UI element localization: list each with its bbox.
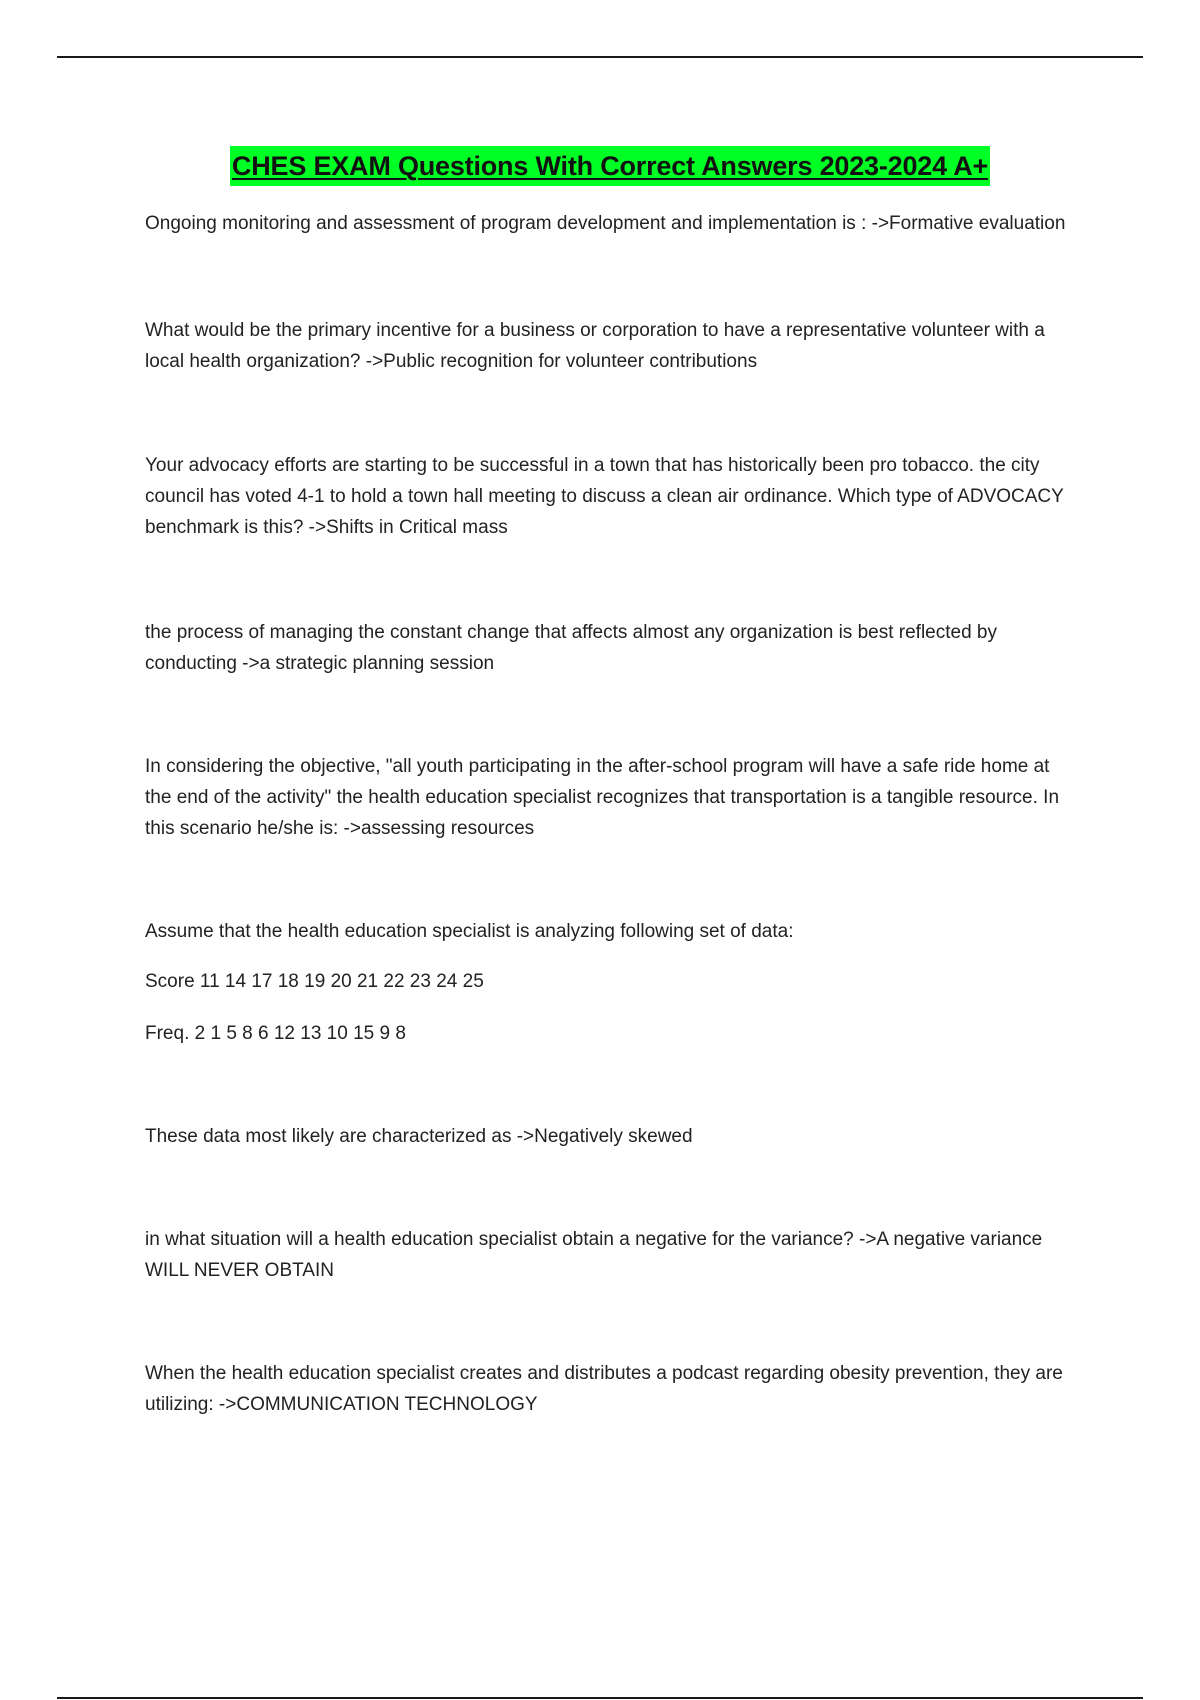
data-score-row: Score 11 14 17 18 19 20 21 22 23 24 25	[145, 971, 484, 992]
question-assessing-resources: In considering the objective, "all youth participating in the after-school program will have a safe ride home at the end of the activity" the health education specialist recognizes that transportation is a tangible resource. In this scenario he/she is: ->assessing resources	[145, 756, 1060, 839]
header-rule	[57, 56, 1143, 58]
question-skewness: These data most likely are characterized as ->Negatively skewed	[145, 1126, 693, 1147]
question-formative-evaluation: Ongoing monitoring and assessment of program development and implementation is : ->Formative evaluation	[145, 213, 1066, 234]
question-data-intro: Assume that the health education specialist is analyzing following set of data:	[145, 921, 794, 942]
question-strategic-planning: the process of managing the constant change that affects almost any organization is best reflected by conducting ->a strategic planning session	[145, 622, 997, 674]
title-container	[145, 146, 1075, 186]
footer-rule	[57, 1697, 1143, 1699]
data-frequency-row: Freq. 2 1 5 8 6 12 13 10 15 9 8	[145, 1023, 406, 1044]
question-communication-technology: When the health education specialist creates and distributes a podcast regarding obesity prevention, they are utilizing: ->COMMUNICATION TECHNOLOGY	[145, 1363, 1063, 1415]
question-volunteer-incentive: What would be the primary incentive for a business or corporation to have a representative volunteer with a local health organization? ->Public recognition for volunteer contributions	[145, 320, 1045, 372]
document-title: CHES EXAM Questions With Correct Answers 2023-2024 A+	[230, 146, 990, 186]
document-body	[145, 146, 1075, 1420]
question-advocacy-benchmark: Your advocacy efforts are starting to be successful in a town that has historically been pro tobacco. the city council has voted 4-1 to hold a town hall meeting to discuss a clean air ordinance. Which type of ADVOCACY benchmark is this? ->Shifts in Critical mass	[145, 455, 1064, 538]
question-negative-variance: in what situation will a health education specialist obtain a negative for the variance? ->A negative variance WILL NEVER OBTAIN	[145, 1229, 1043, 1281]
